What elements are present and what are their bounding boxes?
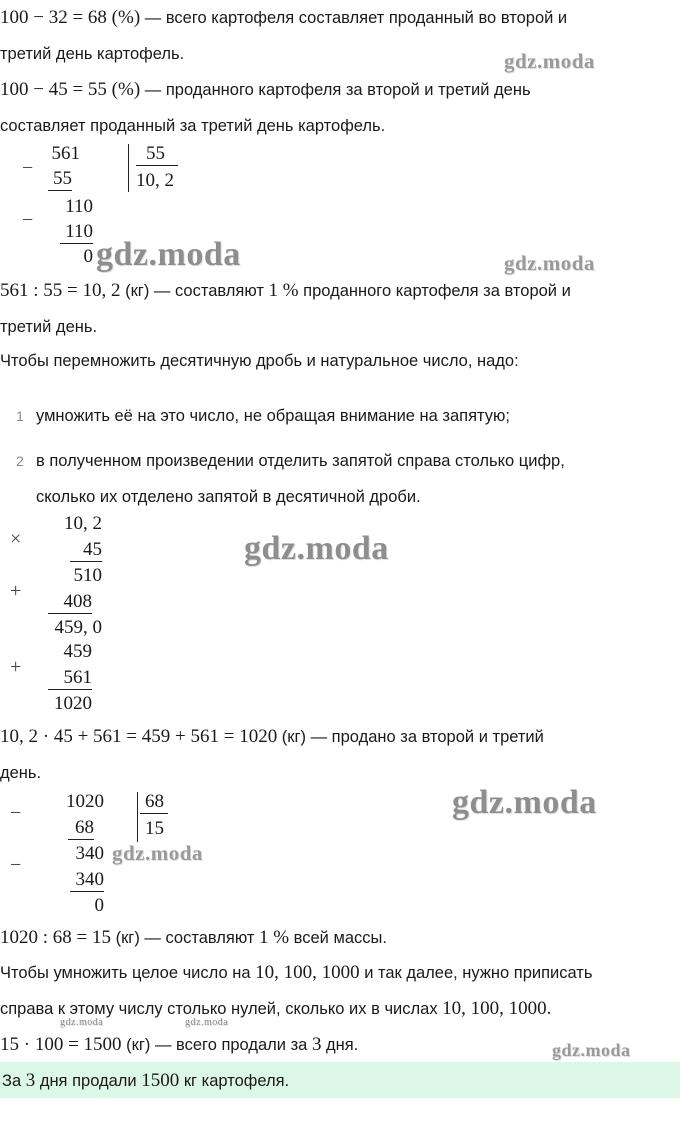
watermark: gdz.moda (112, 841, 203, 865)
minus-sign: − (10, 854, 22, 876)
text-line-6: третий день. (0, 318, 98, 336)
watermark: gdz.moda (60, 1017, 104, 1028)
remainder: 110 (65, 196, 93, 217)
watermark: gdz.moda (96, 236, 241, 273)
times-sign: × (10, 528, 22, 550)
text-line-7: Чтобы перемножить десятичную дробь и натуральное число, надо: (0, 352, 519, 370)
subtrahend: 110 (60, 221, 93, 244)
text-line-12: справа к этому числу столько нулей, сколько их в числах 10, 100, 1000. (0, 998, 552, 1019)
sum: 1020 (54, 693, 92, 714)
quotient: 15 (145, 818, 164, 839)
answer-text: За 3 дня продали 1500 кг картофеля. (2, 1070, 290, 1091)
watermark: gdz.moda (244, 530, 389, 567)
text-line-13: 15 · 100 = 1500 (кг) — всего продали за 3 дня. (0, 1034, 359, 1055)
multiplicand: 10, 2 (64, 513, 102, 534)
subtrahend: 55 (48, 168, 72, 191)
subtrahend: 340 (70, 869, 104, 892)
divisor: 68 (140, 791, 168, 814)
text-line-10: 1020 : 68 = 15 (кг) — составляют 1 % всей массы. (0, 927, 387, 948)
text-line-1: 100 − 32 = 68 (%) — всего картофеля составляет проданный во второй и (0, 7, 568, 28)
remainder: 340 (75, 843, 104, 864)
watermark: gdz.moda (504, 49, 595, 73)
dividend: 561 (51, 143, 80, 164)
text-line-4: составляет проданный за третий день картофель. (0, 117, 386, 135)
subtrahend: 68 (68, 817, 94, 840)
minus-sign: − (10, 802, 22, 824)
division-bar (137, 792, 138, 842)
divisor: 55 (136, 143, 178, 166)
text-line-9: день. (0, 764, 42, 782)
plus-sign: + (10, 580, 22, 602)
plus-sign: + (10, 656, 22, 678)
list-item: сколько их отделено запятой в десятичной дроби. (36, 488, 421, 506)
text-line-3: 100 − 45 = 55 (%) — проданного картофеля за второй и третий день (0, 79, 531, 100)
remainder: 0 (83, 246, 93, 267)
addend: 561 (48, 667, 92, 690)
dividend: 1020 (66, 791, 104, 812)
minus-sign: − (22, 157, 34, 179)
quotient: 10, 2 (136, 170, 174, 191)
remainder: 0 (94, 895, 104, 916)
multiplier: 45 (70, 539, 102, 562)
text-line-11: Чтобы умножить целое число на 10, 100, 1000 и так далее, нужно приписать (0, 962, 593, 983)
text-line-2: третий день картофель. (0, 45, 185, 63)
text-line-5: 561 : 55 = 10, 2 (кг) — составляют 1 % проданного картофеля за второй и (0, 280, 571, 301)
list-number: 1 (16, 408, 24, 424)
watermark: gdz.moda (552, 1040, 631, 1060)
watermark: gdz.moda (185, 1017, 229, 1028)
minus-sign: − (22, 209, 34, 231)
list-item: в полученном произведении отделить запятой справа столько цифр, (36, 452, 565, 470)
text-line-8: 10, 2 · 45 + 561 = 459 + 561 = 1020 (кг) — продано за второй и третий (0, 726, 544, 747)
watermark: gdz.moda (504, 251, 595, 275)
list-number: 2 (16, 453, 24, 469)
addend: 459 (63, 641, 92, 662)
list-item: умножить её на это число, не обращая внимание на запятую; (36, 407, 510, 425)
product: 459, 0 (54, 617, 102, 638)
partial-product: 510 (73, 565, 102, 586)
partial-product: 408 (48, 591, 92, 614)
division-bar (128, 144, 129, 192)
watermark: gdz.moda (452, 784, 597, 821)
answer-box (0, 1062, 680, 1098)
